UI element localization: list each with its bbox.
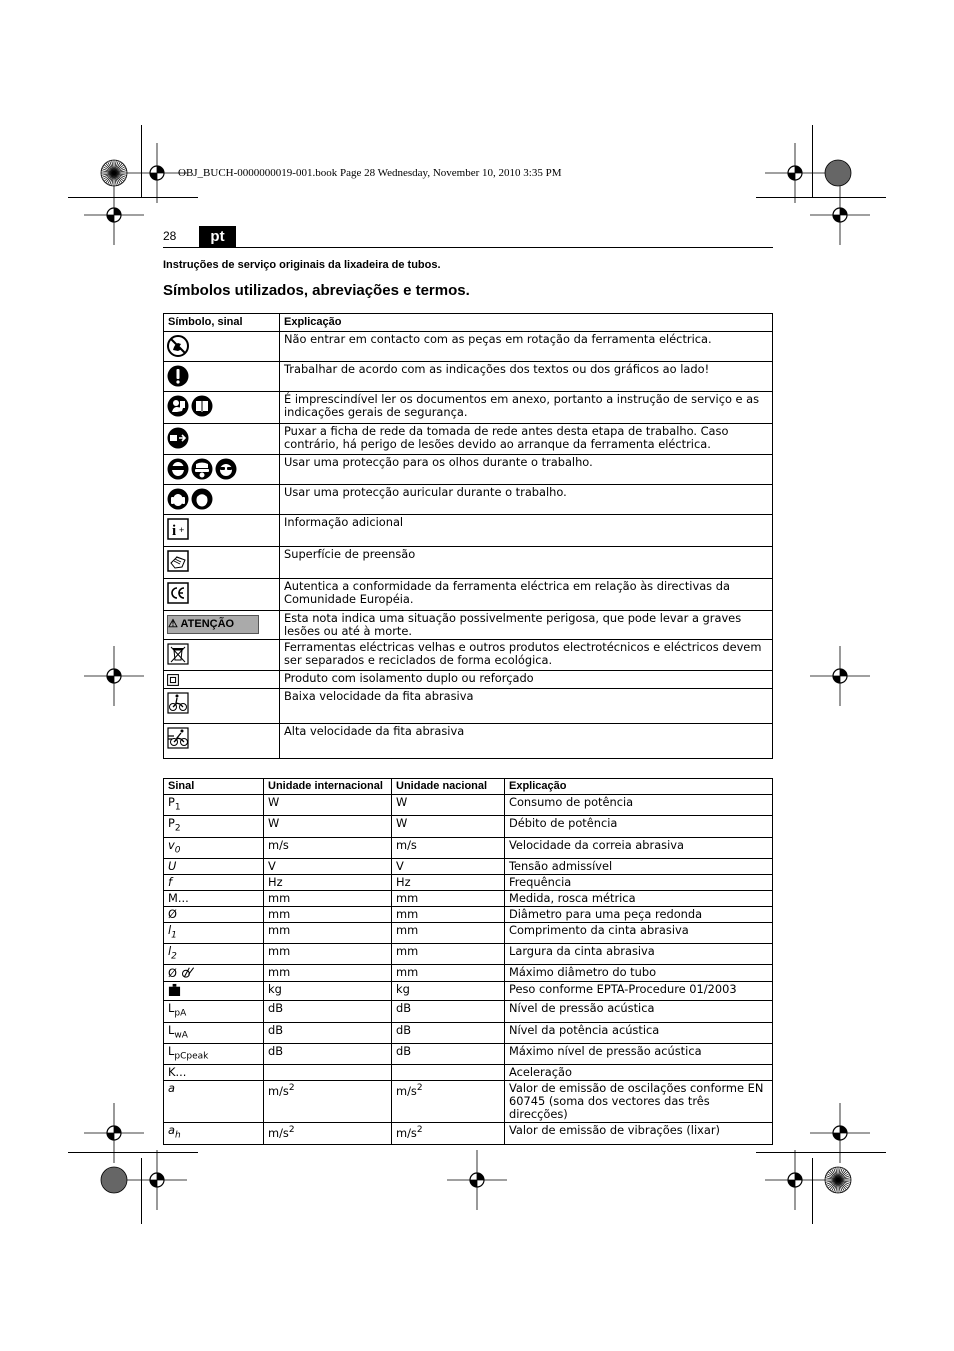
signal-cell <box>164 906 264 922</box>
signal-cell <box>164 965 264 982</box>
header-symbol: Símbolo, sinal <box>164 314 280 332</box>
national-unit-value: m/s <box>396 837 417 852</box>
symbol-explanation: Alta velocidade da fita abrasiva <box>280 724 773 759</box>
gray-calibration-disc-icon <box>808 143 868 203</box>
units-table <box>163 778 773 1145</box>
national-unit-exponent: 2 <box>416 1125 423 1136</box>
national-unit <box>392 1043 505 1064</box>
international-unit <box>264 1065 392 1081</box>
international-unit <box>264 858 392 874</box>
symbol-row <box>164 455 773 485</box>
unit-row <box>164 837 773 858</box>
national-unit-value: m/s <box>396 1126 417 1141</box>
signal-symbol: a <box>168 1081 175 1096</box>
symbol-cell <box>164 332 280 362</box>
international-unit-value: V <box>268 858 276 873</box>
signal-symbol: P <box>168 795 175 809</box>
signal-cell <box>164 1065 264 1081</box>
signal-cell <box>164 816 264 837</box>
international-unit-value: m/s <box>268 837 289 852</box>
international-unit <box>264 1123 392 1144</box>
symbol-explanation: Usar uma protecção para os olhos durante o trabalho. <box>280 455 773 485</box>
symbol-row <box>164 640 773 671</box>
signal-symbol: f <box>168 874 173 889</box>
unit-explanation: Valor de emissão de vibrações (lixar) <box>505 1123 773 1144</box>
national-unit <box>392 816 505 837</box>
symbol-row <box>164 671 773 689</box>
unit-explanation: Medida, rosca métrica <box>505 890 773 906</box>
international-unit-value: mm <box>268 965 291 980</box>
symbol-explanation: Superfície de preensão <box>280 547 773 579</box>
ear-protection-icon <box>191 488 213 510</box>
book-icon <box>191 395 213 417</box>
symbol-row <box>164 362 773 392</box>
symbol-cell <box>164 611 280 640</box>
international-unit-value: mm <box>268 890 291 905</box>
header-explanation: Explicação <box>505 779 773 795</box>
international-unit <box>264 1081 392 1123</box>
international-unit-value: mm <box>268 922 291 937</box>
svg-text:+: + <box>179 525 185 535</box>
international-unit <box>264 906 392 922</box>
national-unit <box>392 890 505 906</box>
symbols-table <box>163 313 773 759</box>
international-unit <box>264 874 392 890</box>
unit-row <box>164 858 773 874</box>
international-unit-value: m/s <box>268 1126 289 1141</box>
crop-mark-line <box>756 1152 886 1153</box>
symbol-row <box>164 724 773 759</box>
symbol-cell <box>164 424 280 455</box>
unit-row <box>164 874 773 890</box>
international-unit <box>264 1043 392 1064</box>
symbols-table-header <box>164 314 773 332</box>
international-unit <box>264 1022 392 1043</box>
unit-row <box>164 965 773 982</box>
symbol-cell <box>164 455 280 485</box>
document-subtitle: Instruções de serviço originais da lixadeira de tubos. <box>163 259 441 271</box>
symbol-cell <box>164 689 280 724</box>
international-unit-value: W <box>268 816 280 831</box>
international-unit-value: m/s <box>268 1084 289 1099</box>
signal-cell <box>164 890 264 906</box>
units-table-header <box>164 779 773 795</box>
unit-row <box>164 1081 773 1123</box>
international-unit <box>264 922 392 943</box>
unit-explanation: Velocidade da correia abrasiva <box>505 837 773 858</box>
header-international-unit: Unidade internacional <box>264 779 392 795</box>
language-tab: pt <box>199 226 236 247</box>
unit-row <box>164 1123 773 1144</box>
signal-cell <box>164 1123 264 1144</box>
slow-bicycle-icon <box>167 692 189 714</box>
international-unit-value: W <box>268 795 280 809</box>
symbol-cell <box>164 640 280 671</box>
international-unit-exponent: 2 <box>288 1125 295 1136</box>
symbol-row <box>164 689 773 724</box>
national-unit-value: W <box>396 795 408 809</box>
national-unit <box>392 858 505 874</box>
exclamation-icon <box>167 365 189 387</box>
goggles-icon <box>191 458 213 480</box>
symbol-row <box>164 485 773 515</box>
symbol-row <box>164 611 773 640</box>
international-unit-exponent: 2 <box>288 1083 295 1094</box>
international-unit-value: dB <box>268 1043 284 1058</box>
signal-subscript: 2 <box>171 951 177 962</box>
symbol-explanation: Não entrar em contacto com as peças em rotação da ferramenta eléctrica. <box>280 332 773 362</box>
signal-subscript: 2 <box>174 823 181 834</box>
signal-symbol: L <box>168 1043 175 1058</box>
symbol-row <box>164 579 773 611</box>
national-unit <box>392 1123 505 1144</box>
unit-explanation: Tensão admissível <box>505 858 773 874</box>
warning-label-text: ATENÇÃO <box>180 618 235 630</box>
national-unit-exponent: 2 <box>416 1083 423 1094</box>
international-unit-value: Hz <box>268 874 283 889</box>
unit-explanation: Máximo nível de pressão acústica <box>505 1043 773 1064</box>
fast-bicycle-icon <box>167 727 189 749</box>
unit-row <box>164 922 773 943</box>
national-unit-value: mm <box>396 944 419 959</box>
unit-row <box>164 795 773 816</box>
national-unit <box>392 1001 505 1022</box>
unit-explanation: Máximo diâmetro do tubo <box>505 965 773 982</box>
crop-mark-line <box>141 1158 142 1224</box>
page-number: 28 <box>163 229 177 243</box>
unit-explanation: Largura da cinta abrasiva <box>505 944 773 965</box>
signal-subscript: 1 <box>174 802 181 813</box>
signal-symbol: L <box>168 1001 175 1016</box>
no-touch-icon <box>167 335 189 357</box>
unit-explanation: Comprimento da cinta abrasiva <box>505 922 773 943</box>
symbol-row <box>164 332 773 362</box>
unit-explanation: Débito de potência <box>505 816 773 837</box>
unit-explanation: Diâmetro para uma peça redonda <box>505 906 773 922</box>
signal-cell <box>164 1043 264 1064</box>
international-unit <box>264 816 392 837</box>
book-info-line: OBJ_BUCH-0000000019-001.book Page 28 Wednesday, November 10, 2010 3:35 PM <box>178 167 562 179</box>
unplug-icon <box>167 427 189 449</box>
symbol-row <box>164 547 773 579</box>
pipe-diameter-icon <box>181 966 196 980</box>
crop-mark-line <box>68 197 198 198</box>
international-unit-value: dB <box>268 1001 284 1016</box>
signal-cell <box>164 1001 264 1022</box>
symbol-explanation: Usar uma protecção auricular durante o trabalho. <box>280 485 773 515</box>
unit-explanation: Valor de emissão de oscilações conforme EN 60745 (soma dos vectores das três direcções) <box>505 1081 773 1123</box>
crossed-bin-icon <box>167 643 189 665</box>
symbol-explanation: Informação adicional <box>280 515 773 547</box>
symbol-explanation: É imprescindível ler os documentos em anexo, portanto a instrução de serviço e as indicações gerais de segurança. <box>280 392 773 424</box>
symbol-cell <box>164 485 280 515</box>
symbol-cell <box>164 515 280 547</box>
unit-explanation: Frequência <box>505 874 773 890</box>
national-unit-value: dB <box>396 1043 412 1058</box>
unit-row <box>164 1065 773 1081</box>
national-unit-value: m/s <box>396 1084 417 1099</box>
signal-cell <box>164 1081 264 1123</box>
signal-cell <box>164 1022 264 1043</box>
symbol-explanation: Autentica a conformidade da ferramenta eléctrica em relação às directivas da Comunidade Européia. <box>280 579 773 611</box>
signal-symbol: Ø <box>168 906 177 921</box>
signal-cell <box>164 837 264 858</box>
warning-triangle-icon: ⚠ <box>168 618 178 630</box>
national-unit <box>392 1065 505 1081</box>
signal-cell <box>164 922 264 943</box>
national-unit <box>392 922 505 943</box>
national-unit <box>392 1081 505 1123</box>
national-unit <box>392 795 505 816</box>
registration-crosshair-icon <box>84 646 144 706</box>
header-rule <box>163 247 773 248</box>
warning-label <box>167 615 259 634</box>
unit-explanation: Nível de pressão acústica <box>505 1001 773 1022</box>
international-unit <box>264 837 392 858</box>
national-unit <box>392 874 505 890</box>
national-unit-value: dB <box>396 1022 412 1037</box>
signal-symbol: P <box>168 816 175 831</box>
international-unit <box>264 965 392 982</box>
unit-explanation: Aceleração <box>505 1065 773 1081</box>
national-unit-value: mm <box>396 906 419 921</box>
starburst-calibration-icon <box>84 143 144 203</box>
national-unit-value: mm <box>396 890 419 905</box>
weight-icon <box>168 985 181 999</box>
svg-text:i: i <box>172 523 177 539</box>
international-unit-value: dB <box>268 1022 284 1037</box>
unit-row <box>164 1043 773 1064</box>
symbol-explanation: Esta nota indica uma situação possivelmente perigosa, que pode levar a graves lesões ou até à morte. <box>280 611 773 640</box>
signal-subscript: pCpeak <box>174 1051 209 1062</box>
header-national-unit: Unidade nacional <box>392 779 505 795</box>
header-explanation: Explicação <box>280 314 773 332</box>
safety-glasses-icon <box>215 458 237 480</box>
symbol-row <box>164 515 773 547</box>
unit-row <box>164 1022 773 1043</box>
unit-explanation: Consumo de potência <box>505 795 773 816</box>
national-unit <box>392 906 505 922</box>
symbol-row <box>164 392 773 424</box>
symbol-cell <box>164 547 280 579</box>
crop-mark-line <box>141 125 142 197</box>
read-manual-icon <box>167 395 189 417</box>
signal-subscript: h <box>174 1130 181 1141</box>
signal-cell <box>164 944 264 965</box>
symbol-explanation: Puxar a ficha de rede da tomada de rede antes desta etapa de trabalho. Caso contrário, há perigo de lesões devido ao arranque da ferramenta eléctrica. <box>280 424 773 455</box>
national-unit-value: mm <box>396 965 419 980</box>
symbol-cell <box>164 362 280 392</box>
signal-cell <box>164 982 264 1001</box>
national-unit-value: V <box>396 858 404 873</box>
unit-row <box>164 944 773 965</box>
signal-symbol: l <box>168 922 172 937</box>
international-unit <box>264 944 392 965</box>
symbol-row <box>164 424 773 455</box>
section-title: Símbolos utilizados, abreviações e termos. <box>163 282 470 299</box>
international-unit-value: mm <box>268 906 291 921</box>
national-unit <box>392 982 505 1001</box>
starburst-calibration-icon <box>808 1150 868 1210</box>
signal-symbol: l <box>168 944 172 959</box>
symbol-cell <box>164 392 280 424</box>
unit-explanation: Nível da potência acústica <box>505 1022 773 1043</box>
symbol-cell <box>164 671 280 689</box>
signal-symbol: U <box>168 858 177 873</box>
ear-muffs-icon <box>167 488 189 510</box>
crop-mark-line <box>68 1152 198 1153</box>
symbol-explanation: Ferramentas eléctricas velhas e outros produtos electrotécnicos e eléctricos devem ser separados e reciclados de forma ecológica. <box>280 640 773 671</box>
signal-symbol: a <box>168 1123 175 1138</box>
signal-symbol: Ø <box>168 966 177 981</box>
international-unit <box>264 795 392 816</box>
national-unit <box>392 837 505 858</box>
unit-explanation: Peso conforme EPTA-Procedure 01/2003 <box>505 982 773 1001</box>
signal-subscript: wA <box>174 1029 188 1040</box>
registration-crosshair-icon <box>810 646 870 706</box>
international-unit-value: kg <box>268 982 282 997</box>
unit-row <box>164 982 773 1001</box>
unit-row <box>164 816 773 837</box>
signal-cell <box>164 874 264 890</box>
grip-surface-icon <box>167 550 189 572</box>
international-unit <box>264 982 392 1001</box>
symbol-explanation: Trabalhar de acordo com as indicações dos textos ou dos gráficos ao lado! <box>280 362 773 392</box>
signal-symbol: L <box>168 1022 175 1037</box>
international-unit-value: mm <box>268 944 291 959</box>
national-unit-value: dB <box>396 1001 412 1016</box>
national-unit <box>392 944 505 965</box>
national-unit-value: W <box>396 816 408 831</box>
national-unit-value: kg <box>396 982 410 997</box>
signal-subscript: 1 <box>171 930 177 941</box>
face-shield-icon <box>167 458 189 480</box>
double-insulation-icon <box>167 674 179 686</box>
header-signal: Sinal <box>164 779 264 795</box>
signal-cell <box>164 858 264 874</box>
signal-symbol: v <box>168 837 175 852</box>
signal-cell <box>164 795 264 816</box>
national-unit <box>392 965 505 982</box>
gray-calibration-disc-icon <box>84 1150 144 1210</box>
registration-crosshair-icon <box>447 1150 507 1210</box>
international-unit <box>264 1001 392 1022</box>
national-unit-value: Hz <box>396 874 411 889</box>
symbol-explanation: Produto com isolamento duplo ou reforçado <box>280 671 773 689</box>
crop-mark-line <box>812 125 813 197</box>
unit-row <box>164 1001 773 1022</box>
info-icon <box>167 518 189 540</box>
symbol-cell <box>164 724 280 759</box>
national-unit <box>392 1022 505 1043</box>
unit-row <box>164 906 773 922</box>
signal-symbol: M... <box>168 890 189 905</box>
symbol-cell <box>164 579 280 611</box>
crop-mark-line <box>756 197 886 198</box>
ce-mark-icon <box>167 582 189 604</box>
national-unit-value: mm <box>396 922 419 937</box>
international-unit <box>264 890 392 906</box>
signal-subscript: 0 <box>174 844 181 855</box>
symbol-explanation: Baixa velocidade da fita abrasiva <box>280 689 773 724</box>
crop-mark-line <box>812 1158 813 1224</box>
unit-row <box>164 890 773 906</box>
signal-subscript: pA <box>174 1008 187 1019</box>
signal-symbol: K... <box>168 1065 187 1080</box>
